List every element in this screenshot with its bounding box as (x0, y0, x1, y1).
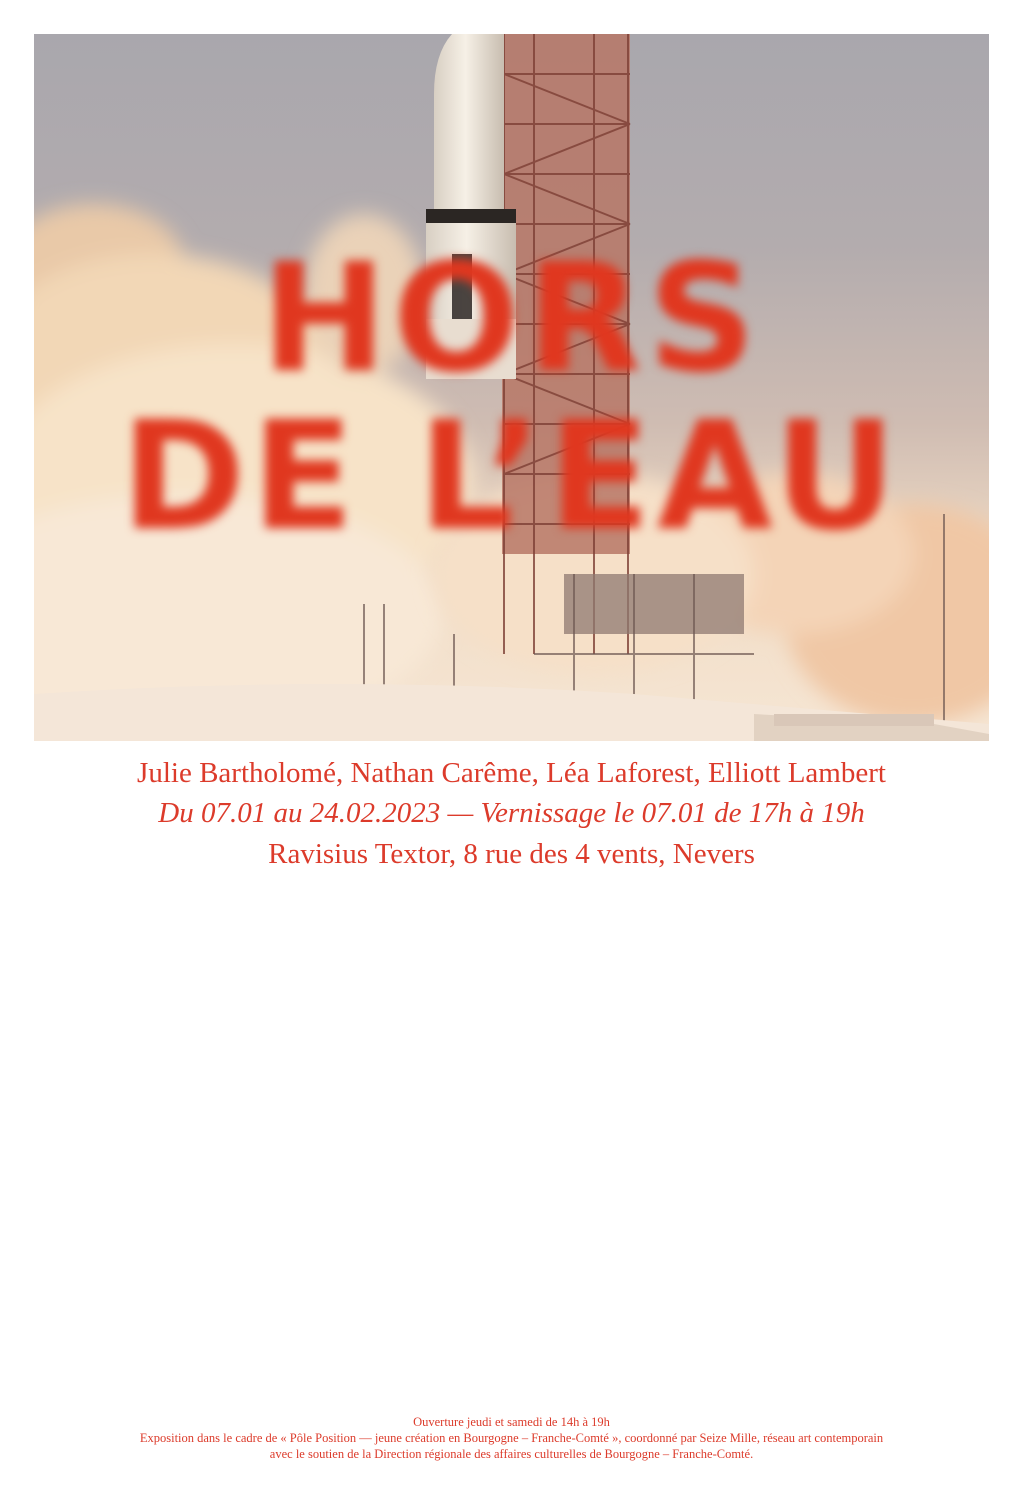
title-line-1: HORS (261, 232, 762, 406)
title-line-2: DE L’EAU (120, 390, 902, 564)
artists-list: Julie Bartholomé, Nathan Carême, Léa Laforest, Elliott Lambert (137, 757, 886, 789)
smoke-left (34, 204, 474, 734)
support-credits: avec le soutien de la Direction régionale des affaires culturelles de Bourgogne – Franche-Comté. (269, 1447, 754, 1461)
rocket-launch-illustration (34, 34, 989, 741)
exhibition-context: Exposition dans le cadre de « Pôle Position — jeune création en Bourgogne – Franche-Comté », coordonné par Seize Mille, réseau art contemporain (139, 1431, 884, 1445)
exhibition-dates: Du 07.01 au 24.02.2023 — Vernissage le 07.01 de 17h à 19h (158, 797, 865, 829)
rocket-launch-photo (34, 34, 989, 741)
rocket (426, 34, 516, 379)
venue-address: Ravisius Textor, 8 rue des 4 vents, Nevers (268, 838, 755, 870)
photo-credit-vertical (970, 1390, 980, 1480)
opening-hours: Ouverture jeudi et samedi de 14h à 19h (413, 1415, 610, 1429)
